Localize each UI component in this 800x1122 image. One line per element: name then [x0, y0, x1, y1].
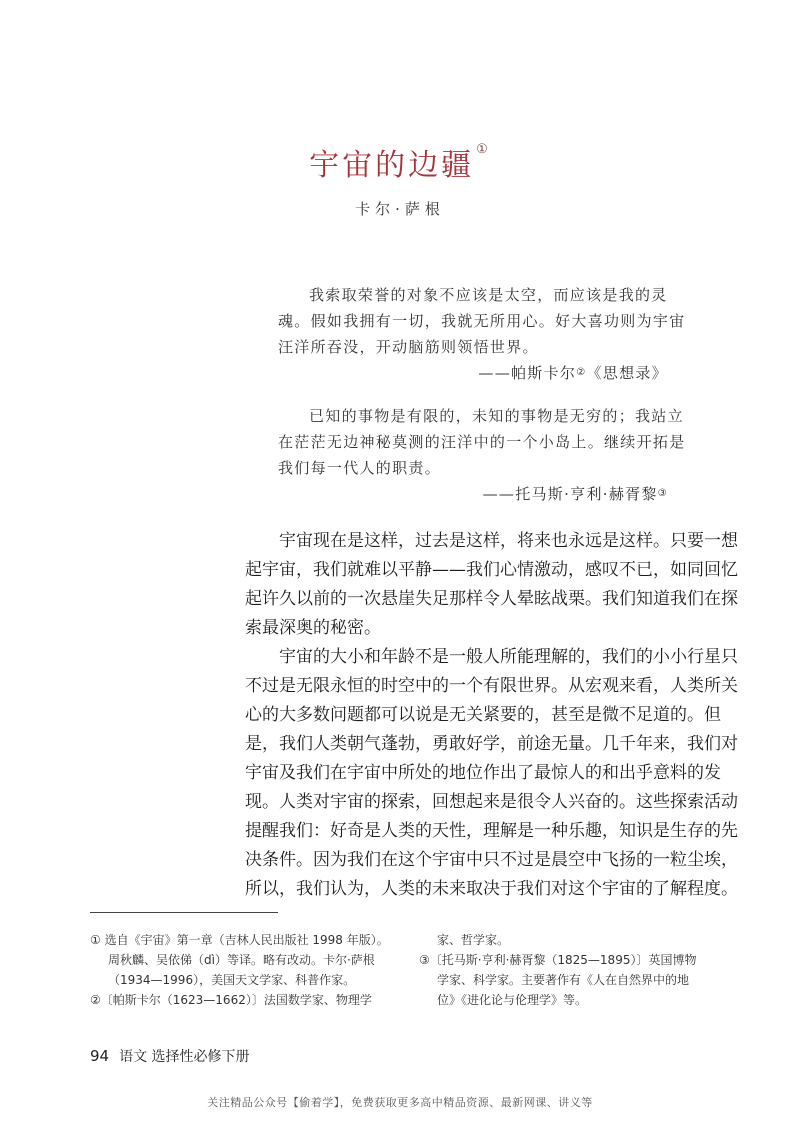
footnote-line: 学家、科学家。主要著作有《人在自然界中的地: [437, 973, 690, 987]
body-line: 心的大多数问题都可以说是无关紧要的，甚至是微不足道的。但: [245, 705, 721, 725]
body-line: 提醒我们：好奇是人类的天性，理解是一种乐趣，知识是生存的先: [245, 821, 738, 841]
body-line: 决条件。因为我们在这个宇宙中只不过是晨空中飞扬的一粒尘埃，: [245, 850, 738, 870]
footnote-ref-1[interactable]: ①: [476, 142, 491, 157]
epigraph-line: 已知的事物是有限的，未知的事物是无穷的；我站立: [309, 407, 684, 425]
body-line: 起宇宙，我们就难以平静——我们心情激动，感叹不已，如同回忆: [245, 560, 738, 580]
epigraph-line: 汪洋所吞没，开动脑筋则领悟世界。: [278, 338, 539, 356]
page-title: [0, 140, 800, 184]
footnote-ref-2[interactable]: ②: [576, 367, 587, 378]
epigraph-line: 我索取荣誉的对象不应该是太空，而应该是我的灵: [309, 286, 668, 304]
author: 卡尔·萨根: [355, 200, 445, 218]
epigraph-line: 在茫茫无边神秘莫测的汪洋中的一个小岛上。继续开拓是: [278, 433, 686, 451]
page-footer: [90, 1046, 250, 1066]
epigraph-source: ——帕斯卡尔②《思想录》: [478, 364, 668, 382]
footnote-line: ③〔托马斯·亨利·赫胥黎（1825—1895）〕英国博物: [419, 953, 697, 967]
footnote-line: ②〔帕斯卡尔（1623—1662）〕法国数学家、物理学: [90, 993, 372, 1007]
body-line: 索最深奥的秘密。: [245, 618, 381, 638]
body-line: 不过是无限永恒的时空中的一个有限世界。从宏观来看，人类所关: [245, 676, 738, 696]
body-text: [245, 527, 738, 904]
epigraph-1: [278, 282, 686, 386]
body-line: 是，我们人类朝气蓬勃，勇敢好学，前途无量。几千年来，我们对: [245, 734, 738, 754]
body-line: 宇宙现在是这样，过去是这样，将来也永远是这样。只要一想: [279, 531, 738, 551]
body-line: 宇宙的大小和年龄不是一般人所能理解的，我们的小小行星只: [279, 647, 738, 667]
body-line: 现。人类对宇宙的探索，回想起来是很令人兴奋的。这些探索活动: [245, 792, 738, 812]
footnote-line: （1934—1996），美国天文学家、科普作家。: [108, 973, 356, 987]
title-text: 宇宙的边疆: [309, 148, 475, 183]
body-line: 宇宙及我们在宇宙中所处的地位作出了最惊人的和出乎意料的发: [245, 763, 721, 783]
epigraph-source: ——托马斯·亨利·赫胥黎③: [482, 485, 668, 503]
epigraph-line: 我们每一代人的职责。: [278, 459, 442, 477]
epigraph-line: 魂。假如我拥有一切，我就无所用心。好大喜功则为宇宙: [278, 312, 686, 330]
footnote-divider: [90, 912, 278, 913]
footnotes-right: [419, 930, 719, 1010]
epigraph-2: [278, 403, 686, 507]
footnote-line: 周秋麟、吴依俤（dì）等译。略有改动。卡尔·萨根: [108, 953, 375, 967]
body-line: 所以，我们认为，人类的未来取决于我们对这个宇宙的了解程度。: [245, 879, 738, 899]
book-title: 语文 选择性必修下册: [119, 1049, 250, 1065]
footnote-ref-3[interactable]: ③: [657, 488, 668, 499]
page-number: 94: [90, 1047, 110, 1065]
promo-note: 关注精品公众号【偷着学】，免费获取更多高中精品资源、最新网课、讲义等: [207, 1096, 593, 1109]
footnotes-left: [90, 930, 390, 1010]
footnote-line: 家、哲学家。: [437, 933, 510, 947]
footnote-line: 位》《进化论与伦理学》等。: [437, 993, 588, 1007]
footnote-line: ① 选自《宇宙》第一章（吉林人民出版社 1998 年版）。: [90, 933, 389, 947]
body-line: 起许久以前的一次悬崖失足那样令人晕眩战栗。我们知道我们在探: [245, 589, 738, 609]
